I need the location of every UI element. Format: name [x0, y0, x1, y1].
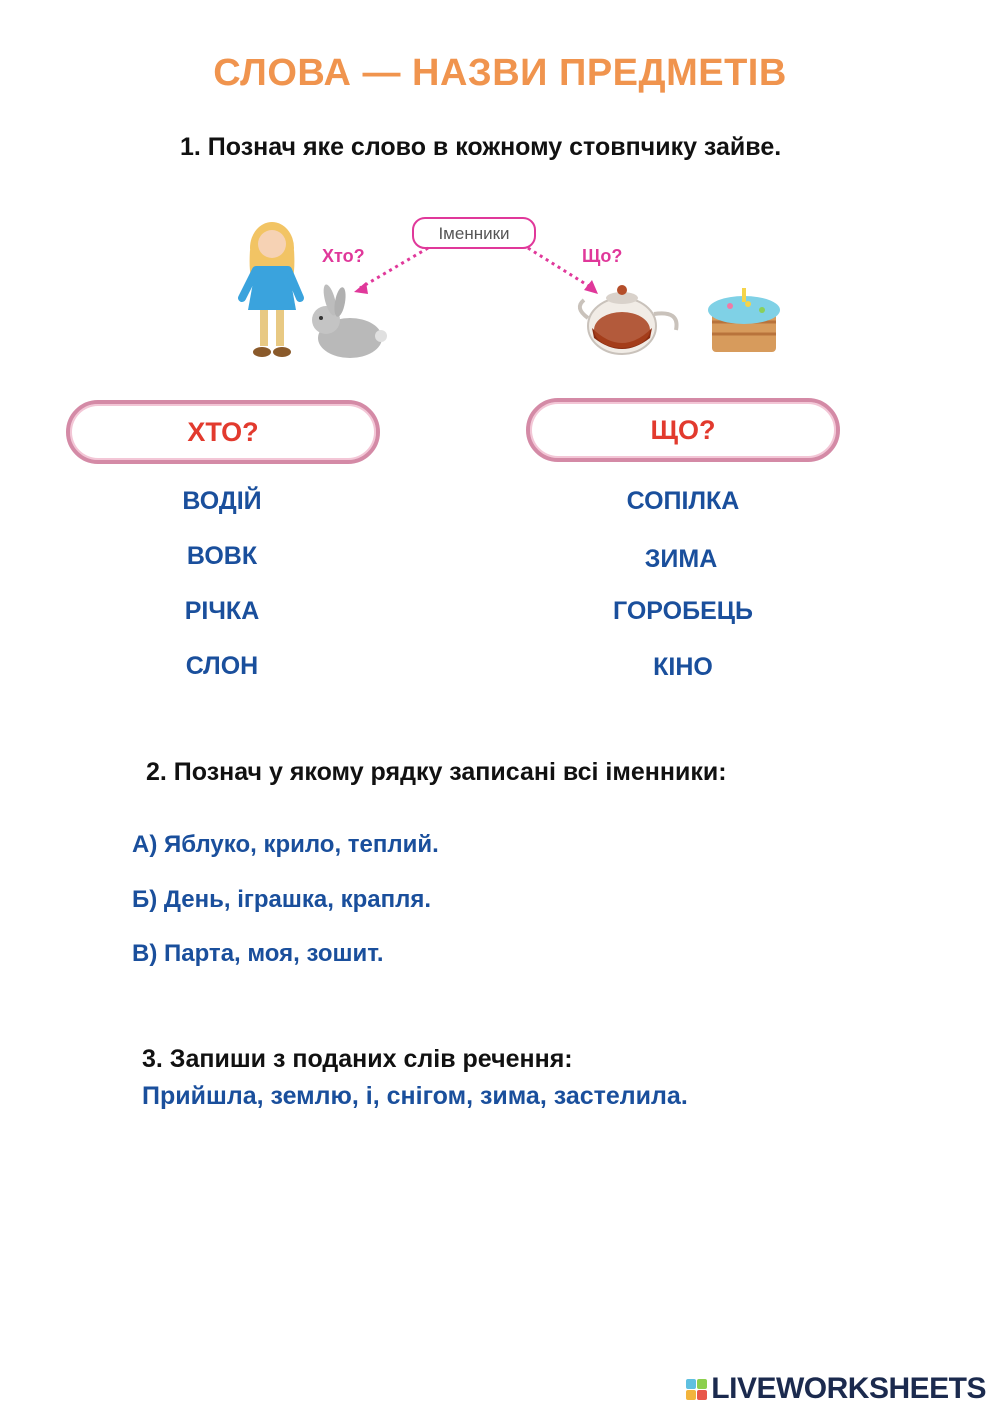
what-header-label: ЩО? [650, 414, 716, 445]
task2-option-b[interactable]: Б) День, іграшка, крапля. [132, 886, 432, 913]
task2-instruction: 2. Познач у якому рядку записані всі іменники: [146, 758, 727, 786]
teapot-icon [580, 285, 677, 354]
what-column-header [526, 398, 840, 462]
girl-icon [242, 222, 300, 357]
left-arrow [360, 248, 428, 288]
liveworksheets-logo-icon [686, 1379, 707, 1400]
what-question-label: Що? [582, 246, 623, 266]
left-word-1[interactable]: ВОДІЙ [182, 487, 262, 515]
right-word-1[interactable]: СОПІЛКА [626, 487, 740, 515]
nouns-label-text: Іменники [438, 224, 510, 243]
who-question-label: Хто? [322, 246, 365, 266]
task3-words: Прийшла, землю, і, снігом, зима, застелила. [142, 1082, 688, 1110]
nouns-label-box [413, 218, 535, 248]
left-word-4[interactable]: СЛОН [185, 652, 259, 680]
right-word-4[interactable]: КІНО [653, 653, 713, 681]
cake-icon [708, 288, 780, 352]
left-arrow-head [354, 282, 368, 294]
rabbit-icon [312, 283, 387, 358]
who-header-label: ХТО? [187, 416, 259, 447]
left-word-2[interactable]: ВОВК [186, 542, 258, 570]
left-word-3[interactable]: РІЧКА [184, 597, 260, 625]
page-title: СЛОВА — НАЗВИ ПРЕДМЕТІВ [213, 52, 787, 94]
right-word-3[interactable]: ГОРОБЕЦЬ [613, 597, 753, 625]
task2-option-c[interactable]: В) Парта, моя, зошит. [132, 940, 384, 967]
nouns-illustration [230, 210, 790, 370]
right-word-2[interactable]: ЗИМА [644, 545, 718, 573]
right-arrow-head [584, 280, 598, 294]
who-column-header [66, 400, 380, 464]
liveworksheets-logo [686, 1372, 986, 1406]
task3-instruction: 3. Запиши з поданих слів речення: [142, 1045, 573, 1073]
liveworksheets-logo-text: LIVEWORKSHEETS [711, 1372, 986, 1405]
task2-option-a[interactable]: А) Яблуко, крило, теплий. [132, 831, 439, 858]
task1-instruction: 1. Познач яке слово в кожному стовпчику зайве. [180, 133, 782, 161]
